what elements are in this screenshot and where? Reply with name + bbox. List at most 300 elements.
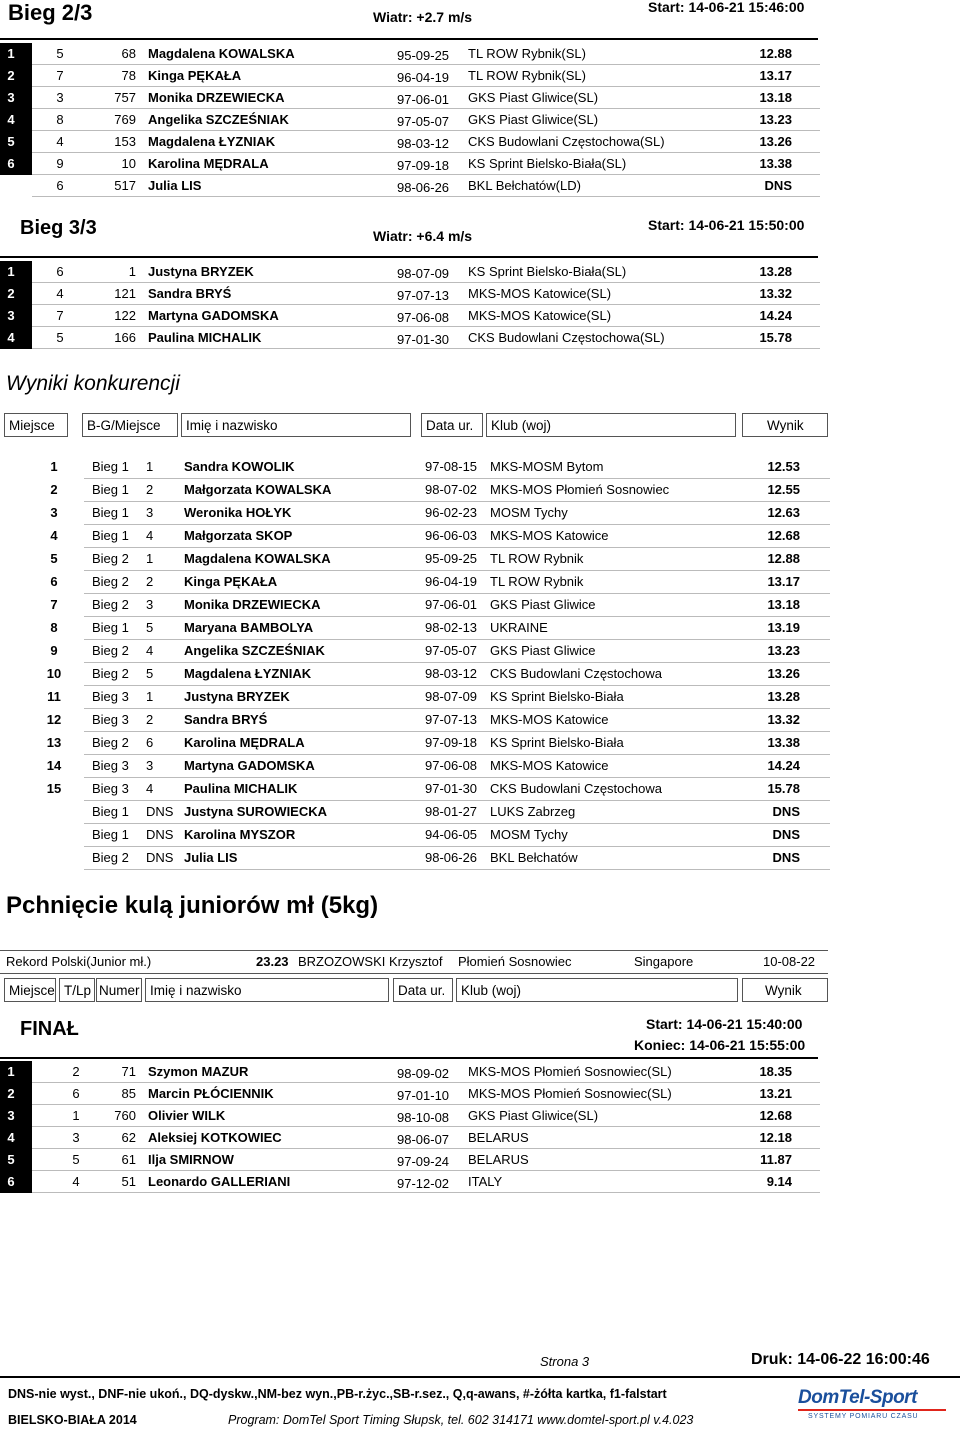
- place-number: 5: [7, 134, 15, 149]
- table-row: [0, 824, 830, 847]
- table-row: [0, 732, 830, 755]
- heat-place: 4: [146, 528, 154, 543]
- shot-header-tlp: T/Lp: [59, 978, 95, 1002]
- place-number: 3: [7, 1108, 15, 1123]
- result: 12.88: [759, 46, 792, 61]
- lane-number: 5: [56, 330, 64, 345]
- athlete-name: Sandra KOWOLIK: [184, 459, 295, 474]
- order-number: 3: [72, 1130, 80, 1145]
- place-number: 10: [46, 666, 62, 681]
- logo-tagline: SYSTEMY POMIARU CZASU: [808, 1413, 919, 1420]
- heat-label: Bieg 2: [92, 735, 129, 750]
- athlete-name: Magdalena ŁYZNIAK: [184, 666, 312, 681]
- table-row: [0, 1127, 820, 1149]
- heat2-wind: Wiatr: +2.7 m/s: [373, 9, 473, 25]
- club-name: BKL Bełchatów(LD): [468, 178, 581, 193]
- lane-number: 3: [56, 90, 64, 105]
- result: DNS: [772, 850, 800, 865]
- bib-number: 166: [114, 330, 136, 345]
- bib-number: 61: [121, 1152, 136, 1167]
- shot-header-dob: Data ur.: [393, 978, 453, 1002]
- result: 13.28: [767, 689, 800, 704]
- table-row: [0, 755, 830, 778]
- divider: [0, 1057, 818, 1059]
- result: 12.88: [767, 551, 800, 566]
- table-row: [0, 709, 830, 732]
- event-name: BIELSKO-BIAŁA 2014: [8, 1413, 137, 1427]
- birth-date: 97-07-13: [397, 288, 450, 303]
- athlete-name: Sandra BRYŚ: [148, 286, 232, 301]
- heat-label: Bieg 1: [92, 620, 129, 635]
- order-number: 2: [72, 1064, 80, 1079]
- results-header-dob: Data ur.: [421, 413, 483, 437]
- bib-number: 757: [114, 90, 136, 105]
- heat-place: 1: [146, 689, 154, 704]
- club-name: KS Sprint Bielsko-Biała(SL): [468, 156, 627, 171]
- record-place: Singapore: [634, 954, 694, 969]
- athlete-name: Julia LIS: [184, 850, 238, 865]
- heat2-title: Bieg 2/3: [8, 0, 93, 25]
- table-row: [0, 640, 830, 663]
- result: DNS: [772, 804, 800, 819]
- bib-number: 62: [121, 1130, 136, 1145]
- heat2-start: Start: 14-06-21 15:46:00: [648, 0, 805, 15]
- result: 13.18: [767, 597, 800, 612]
- birth-date: 98-10-08: [397, 1110, 450, 1125]
- bib-number: 85: [121, 1086, 136, 1101]
- results-header-heat: B-G/Miejsce: [82, 413, 178, 437]
- row-divider: [32, 348, 820, 349]
- athlete-name: Aleksiej KOTKOWIEC: [148, 1130, 282, 1145]
- table-row: [0, 1105, 820, 1127]
- final-title: FINAŁ: [20, 1018, 79, 1040]
- order-number: 5: [72, 1152, 80, 1167]
- athlete-name: Justyna BRYZEK: [184, 689, 290, 704]
- athlete-name: Maryana BAMBOLYA: [184, 620, 314, 635]
- table-row: [0, 131, 820, 153]
- heat-place: 4: [146, 781, 154, 796]
- result: 13.32: [759, 286, 792, 301]
- lane-number: 7: [56, 68, 64, 83]
- club-name: GKS Piast Gliwice(SL): [468, 112, 599, 127]
- result: 13.28: [759, 264, 792, 279]
- table-row: [0, 1171, 820, 1193]
- table-row: [0, 571, 830, 594]
- heat-label: Bieg 2: [92, 643, 129, 658]
- results-title: Wyniki konkurencji: [6, 372, 180, 395]
- athlete-name: Paulina MICHALIK: [184, 781, 298, 796]
- result: 15.78: [759, 330, 792, 345]
- club-name: MKS-MOS Katowice: [490, 712, 609, 727]
- place-number: 11: [47, 689, 61, 704]
- place-number: 15: [46, 781, 62, 796]
- club-name: KS Sprint Bielsko-Biała: [490, 735, 624, 750]
- birth-date: 98-06-26: [397, 180, 450, 195]
- bib-number: 769: [114, 112, 136, 127]
- athlete-name: Magdalena ŁYZNIAK: [148, 134, 276, 149]
- athlete-name: Szymon MAZUR: [148, 1064, 249, 1079]
- athlete-name: Karolina MĘDRALA: [148, 156, 269, 171]
- club-name: BKL Bełchatów: [490, 850, 578, 865]
- result: 13.23: [759, 112, 792, 127]
- athlete-name: Małgorzata SKOP: [184, 528, 293, 543]
- final-start: Start: 14-06-21 15:40:00: [646, 1016, 803, 1032]
- order-number: 4: [72, 1174, 80, 1189]
- table-row: [0, 456, 830, 479]
- final-end: Koniec: 14-06-21 15:55:00: [634, 1037, 806, 1053]
- place-number: 2: [50, 482, 58, 497]
- birth-date: 97-09-18: [425, 735, 478, 750]
- heat-place: 1: [146, 551, 154, 566]
- heat-place: DNS: [146, 850, 174, 865]
- heat-label: Bieg 3: [92, 758, 129, 773]
- club-name: GKS Piast Gliwice(SL): [468, 90, 599, 105]
- heat-place: 2: [146, 482, 154, 497]
- lane-number: 9: [56, 156, 64, 171]
- athlete-name: Martyna GADOMSKA: [148, 308, 279, 323]
- birth-date: 96-04-19: [425, 574, 478, 589]
- divider: [0, 256, 818, 258]
- result: 15.78: [767, 781, 800, 796]
- table-row: [0, 847, 830, 870]
- heat-label: Bieg 3: [92, 689, 129, 704]
- birth-date: 98-07-09: [425, 689, 478, 704]
- place-number: 14: [46, 758, 62, 773]
- bib-number: 71: [121, 1064, 136, 1079]
- bib-number: 517: [114, 178, 136, 193]
- bib-number: 121: [114, 286, 136, 301]
- athlete-name: Karolina MĘDRALA: [184, 735, 305, 750]
- athlete-name: Marcin PŁÓCIENNIK: [148, 1086, 274, 1101]
- table-row: [0, 479, 830, 502]
- heat3-title: Bieg 3/3: [20, 217, 97, 239]
- result: 12.53: [767, 459, 800, 474]
- result: DNS: [764, 178, 792, 193]
- result: 13.17: [767, 574, 800, 589]
- results-header-result: Wynik: [742, 413, 828, 437]
- program-info: Program: DomTel Sport Timing Słupsk, tel. 602 314171 www.domtel-sport.pl v.4.023: [228, 1413, 694, 1427]
- heat3-wind: Wiatr: +6.4 m/s: [373, 228, 473, 244]
- results-header-place: Miejsce: [4, 413, 68, 437]
- place-number: 6: [7, 156, 15, 171]
- table-row: [0, 663, 830, 686]
- athlete-name: Magdalena KOWALSKA: [148, 46, 295, 61]
- table-row: [0, 43, 820, 65]
- lane-number: 7: [56, 308, 64, 323]
- heat-label: Bieg 1: [92, 528, 129, 543]
- heat-place: DNS: [146, 827, 174, 842]
- result: 12.55: [767, 482, 800, 497]
- result: 13.19: [767, 620, 800, 635]
- heat-place: 3: [146, 597, 154, 612]
- birth-date: 97-01-30: [397, 332, 450, 347]
- athlete-name: Ilja SMIRNOW: [148, 1152, 234, 1167]
- table-row: [0, 525, 830, 548]
- athlete-name: Monika DRZEWIECKA: [148, 90, 285, 105]
- shot-header-place: Miejsce: [4, 978, 56, 1002]
- bib-number: 10: [121, 156, 136, 171]
- heat-place: 3: [146, 505, 154, 520]
- bib-number: 1: [128, 264, 136, 279]
- birth-date: 97-09-18: [397, 158, 450, 173]
- table-row: [0, 548, 830, 571]
- table-row: [0, 1083, 820, 1105]
- birth-date: 97-06-08: [425, 758, 478, 773]
- birth-date: 98-03-12: [397, 136, 450, 151]
- heat-place: 6: [146, 735, 154, 750]
- club-name: TL ROW Rybnik(SL): [468, 46, 586, 61]
- club-name: CKS Budowlani Częstochowa(SL): [468, 134, 665, 149]
- place-number: 7: [50, 597, 58, 612]
- athlete-name: Weronika HOŁYK: [184, 505, 292, 520]
- lane-number: 6: [56, 264, 64, 279]
- club-name: KS Sprint Bielsko-Biała: [490, 689, 624, 704]
- athlete-name: Kinga PĘKAŁA: [148, 68, 242, 83]
- heat-place: 3: [146, 758, 154, 773]
- birth-date: 96-04-19: [397, 70, 450, 85]
- club-name: MKS-MOS Płomień Sosnowiec(SL): [468, 1064, 672, 1079]
- birth-date: 97-12-02: [397, 1176, 450, 1191]
- bib-number: 122: [114, 308, 136, 323]
- heat-label: Bieg 2: [92, 850, 129, 865]
- result: 9.14: [766, 1174, 792, 1189]
- heat-label: Bieg 2: [92, 574, 129, 589]
- bib-number: 51: [121, 1174, 136, 1189]
- shot-header-result: Wynik: [742, 978, 828, 1002]
- heat-label: Bieg 2: [92, 597, 129, 612]
- birth-date: 96-02-23: [425, 505, 478, 520]
- birth-date: 94-06-05: [425, 827, 478, 842]
- result: 13.32: [767, 712, 800, 727]
- club-name: MOSM Tychy: [490, 827, 568, 842]
- table-row: [0, 261, 820, 283]
- place-number: 2: [7, 68, 15, 83]
- record-holder: BRZOZOWSKI Krzysztof: [298, 954, 443, 969]
- result: 18.35: [759, 1064, 792, 1079]
- result: 13.26: [767, 666, 800, 681]
- shotput-title: Pchnięcie kulą juniorów mł (5kg): [6, 892, 379, 919]
- heat-place: 2: [146, 574, 154, 589]
- club-name: CKS Budowlani Częstochowa: [490, 781, 662, 796]
- heat-place: 4: [146, 643, 154, 658]
- athlete-name: Justyna BRYZEK: [148, 264, 254, 279]
- result: 13.38: [767, 735, 800, 750]
- table-row: [0, 175, 820, 197]
- place-number: 13: [46, 735, 62, 750]
- heat-label: Bieg 1: [92, 482, 129, 497]
- result: 12.68: [759, 1108, 792, 1123]
- result: 13.18: [759, 90, 792, 105]
- birth-date: 98-06-26: [425, 850, 478, 865]
- athlete-name: Monika DRZEWIECKA: [184, 597, 321, 612]
- club-name: MKS-MOS Katowice: [490, 758, 609, 773]
- birth-date: 98-02-13: [425, 620, 478, 635]
- birth-date: 97-06-08: [397, 310, 450, 325]
- table-row: [0, 283, 820, 305]
- place-number: 3: [50, 505, 58, 520]
- club-name: MKS-MOS Płomień Sosnowiec: [490, 482, 670, 497]
- birth-date: 98-07-09: [397, 266, 450, 281]
- birth-date: 97-01-10: [397, 1088, 450, 1103]
- club-name: MKS-MOS Katowice(SL): [468, 286, 612, 301]
- lane-number: 8: [56, 112, 64, 127]
- result: 12.18: [759, 1130, 792, 1145]
- table-row: [0, 686, 830, 709]
- table-row: [0, 1149, 820, 1171]
- table-row: [0, 801, 830, 824]
- heat-place: 1: [146, 459, 154, 474]
- results-header-name: Imię i nazwisko: [181, 413, 411, 437]
- table-row: [0, 305, 820, 327]
- place-number: 2: [7, 286, 15, 301]
- row-divider: [32, 196, 820, 197]
- result: 14.24: [767, 758, 800, 773]
- divider: [0, 1376, 960, 1378]
- athlete-name: Justyna SUROWIECKA: [184, 804, 328, 819]
- place-number: 4: [7, 112, 15, 127]
- birth-date: 97-07-13: [425, 712, 478, 727]
- athlete-name: Martyna GADOMSKA: [184, 758, 315, 773]
- heat-place: DNS: [146, 804, 174, 819]
- result: DNS: [772, 827, 800, 842]
- result: 13.21: [759, 1086, 792, 1101]
- place-number: 6: [50, 574, 58, 589]
- club-name: MOSM Tychy: [490, 505, 568, 520]
- heat-label: Bieg 3: [92, 781, 129, 796]
- heat-label: Bieg 2: [92, 666, 129, 681]
- place-number: 3: [7, 308, 15, 323]
- birth-date: 98-01-27: [425, 804, 478, 819]
- print-time: Druk: 14-06-22 16:00:46: [751, 1351, 930, 1368]
- birth-date: 95-09-25: [397, 48, 450, 63]
- record-value: 23.23: [256, 954, 289, 969]
- lane-number: 6: [56, 178, 64, 193]
- birth-date: 97-01-30: [425, 781, 478, 796]
- place-number: 3: [7, 90, 15, 105]
- athlete-name: Magdalena KOWALSKA: [184, 551, 331, 566]
- place-number: 1: [50, 459, 58, 474]
- athlete-name: Angelika SZCZEŚNIAK: [148, 112, 289, 127]
- club-name: LUKS Zabrzeg: [490, 804, 576, 819]
- place-number: 2: [7, 1086, 15, 1101]
- club-name: ITALY: [468, 1174, 503, 1189]
- club-name: CKS Budowlani Częstochowa: [490, 666, 662, 681]
- place-number: 9: [50, 643, 58, 658]
- lane-number: 5: [56, 46, 64, 61]
- club-name: MKS-MOSM Bytom: [490, 459, 604, 474]
- athlete-name: Sandra BRYŚ: [184, 712, 268, 727]
- record-club: Płomień Sosnowiec: [458, 954, 572, 969]
- shot-header-club: Klub (woj): [456, 978, 738, 1002]
- table-row: [0, 502, 830, 525]
- place-number: 4: [7, 1130, 15, 1145]
- place-number: 8: [50, 620, 58, 635]
- table-row: [0, 594, 830, 617]
- birth-date: 97-06-01: [425, 597, 478, 612]
- heat-label: Bieg 3: [92, 712, 129, 727]
- club-name: KS Sprint Bielsko-Biała(SL): [468, 264, 627, 279]
- row-divider: [32, 1192, 820, 1193]
- place-number: 4: [7, 330, 15, 345]
- club-name: TL ROW Rybnik(SL): [468, 68, 586, 83]
- athlete-name: Leonardo GALLERIANI: [148, 1174, 291, 1189]
- birth-date: 98-07-02: [425, 482, 478, 497]
- birth-date: 95-09-25: [425, 551, 478, 566]
- result: 13.26: [759, 134, 792, 149]
- heat-place: 5: [146, 666, 154, 681]
- club-name: GKS Piast Gliwice: [490, 643, 596, 658]
- page-number: Strona 3: [540, 1354, 590, 1369]
- athlete-name: Kinga PĘKAŁA: [184, 574, 278, 589]
- lane-number: 4: [56, 134, 64, 149]
- heat-label: Bieg 1: [92, 459, 129, 474]
- place-number: 5: [7, 1152, 15, 1167]
- place-number: 1: [7, 46, 15, 61]
- birth-date: 98-09-02: [397, 1066, 450, 1081]
- heat-label: Bieg 1: [92, 505, 129, 520]
- place-number: 6: [7, 1174, 15, 1189]
- table-row: [0, 109, 820, 131]
- place-number: 4: [50, 528, 58, 543]
- place-number: 12: [46, 712, 62, 727]
- heat-label: Bieg 1: [92, 804, 129, 819]
- place-number: 5: [50, 551, 58, 566]
- heat-place: 5: [146, 620, 154, 635]
- bib-number: 78: [121, 68, 136, 83]
- club-name: MKS-MOS Katowice(SL): [468, 308, 612, 323]
- logo-wordmark: DomTel-Sport: [798, 1387, 917, 1408]
- shot-header-bib: Numer: [96, 978, 142, 1002]
- row-divider: [84, 869, 830, 870]
- heat-place: 2: [146, 712, 154, 727]
- order-number: 1: [72, 1108, 80, 1123]
- athlete-name: Paulina MICHALIK: [148, 330, 262, 345]
- bib-number: 760: [114, 1108, 136, 1123]
- athlete-name: Karolina MYSZOR: [184, 827, 296, 842]
- club-name: TL ROW Rybnik: [490, 574, 584, 589]
- club-name: MKS-MOS Płomień Sosnowiec(SL): [468, 1086, 672, 1101]
- bib-number: 153: [114, 134, 136, 149]
- birth-date: 97-05-07: [397, 114, 450, 129]
- heat-label: Bieg 1: [92, 827, 129, 842]
- lane-number: 4: [56, 286, 64, 301]
- athlete-name: Małgorzata KOWALSKA: [184, 482, 332, 497]
- club-name: BELARUS: [468, 1130, 529, 1145]
- table-row: [0, 1061, 820, 1083]
- table-row: [0, 617, 830, 640]
- result: 13.23: [767, 643, 800, 658]
- athlete-name: Angelika SZCZEŚNIAK: [184, 643, 325, 658]
- legend: DNS-nie wyst., DNF-nie ukoń., DQ-dyskw.,NM-bez wyn.,PB-r.życ.,SB-r.sez., Q,q-awans, #-żółta kartka, f1-falstart: [8, 1387, 667, 1401]
- result: 13.38: [759, 156, 792, 171]
- birth-date: 96-06-03: [425, 528, 478, 543]
- divider: [0, 38, 818, 40]
- table-row: [0, 327, 820, 349]
- club-name: TL ROW Rybnik: [490, 551, 584, 566]
- athlete-name: Julia LIS: [148, 178, 202, 193]
- result: 13.17: [759, 68, 792, 83]
- logo-swoosh: [798, 1409, 946, 1411]
- record-label: Rekord Polski(Junior mł.): [6, 954, 152, 969]
- result: 11.87: [760, 1152, 792, 1167]
- birth-date: 98-06-07: [397, 1132, 450, 1147]
- birth-date: 97-09-24: [397, 1154, 450, 1169]
- club-name: CKS Budowlani Częstochowa(SL): [468, 330, 665, 345]
- club-name: BELARUS: [468, 1152, 529, 1167]
- club-name: UKRAINE: [490, 620, 548, 635]
- record-date: 10-08-22: [763, 954, 816, 969]
- result: 12.63: [767, 505, 800, 520]
